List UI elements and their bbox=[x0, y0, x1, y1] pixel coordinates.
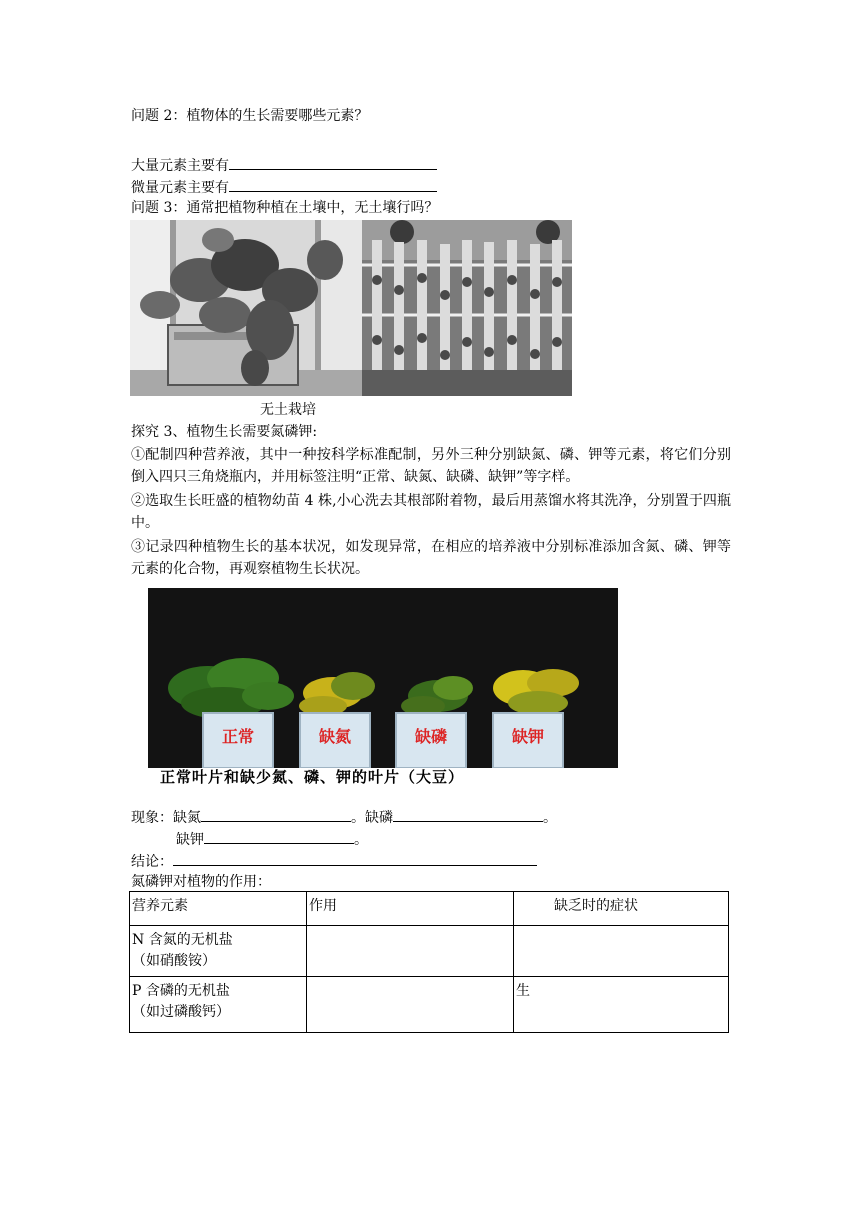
potassium-blank[interactable] bbox=[204, 828, 354, 844]
header-role: 作用 bbox=[307, 892, 514, 926]
phenomenon-line-1 bbox=[131, 806, 557, 828]
question-3: 问题 3：通常把植物种植在土壤中，无土壤行吗？ bbox=[131, 200, 439, 216]
row-p-symptom[interactable]: 生 bbox=[514, 977, 729, 1033]
row-n-symptom[interactable] bbox=[514, 926, 729, 977]
row-n-role[interactable] bbox=[307, 926, 514, 977]
hydroponic-towers-drawing bbox=[362, 220, 572, 396]
macro-elements-label: 大量元素主要有 bbox=[131, 158, 229, 174]
phenomenon-line-2 bbox=[176, 828, 368, 850]
macro-elements-line bbox=[131, 154, 437, 176]
table-row bbox=[130, 926, 729, 977]
row-p-element: P 含磷的无机盐 bbox=[132, 983, 230, 999]
wilting-plant-photo bbox=[130, 220, 362, 396]
jar-label-normal: 正常 bbox=[221, 727, 254, 746]
nutrient-table bbox=[129, 891, 729, 1033]
header-symptom: 缺乏时的症状 bbox=[514, 892, 729, 926]
table-row bbox=[130, 977, 729, 1033]
conclusion-blank[interactable] bbox=[173, 850, 537, 866]
soilless-caption: 无土栽培 bbox=[260, 402, 316, 418]
row-n-element: N 含氮的无机盐 bbox=[132, 932, 233, 948]
jar-label-no-nitrogen: 缺氮 bbox=[318, 727, 351, 746]
step-2: ②选取生长旺盛的植物幼苗 4 株,小心洗去其根部附着物，最后用蒸馏水将其洗净，分别置于四瓶中。 bbox=[131, 493, 731, 531]
phenomenon-p-label: 。缺磷 bbox=[351, 810, 393, 826]
phosphorus-blank[interactable] bbox=[393, 806, 543, 822]
row-n-example: （如硝酸铵） bbox=[132, 953, 216, 969]
micro-elements-blank[interactable] bbox=[229, 176, 437, 192]
macro-elements-blank[interactable] bbox=[229, 154, 437, 170]
row-p-role[interactable] bbox=[307, 977, 514, 1033]
micro-elements-label: 微量元素主要有 bbox=[131, 180, 229, 196]
row-p-element-cell bbox=[130, 977, 307, 1033]
soybean-caption: 正常叶片和缺少氮、磷、钾的叶片（大豆） bbox=[160, 768, 465, 786]
row-n-element-cell bbox=[130, 926, 307, 977]
phenomenon-n-label: 缺氮 bbox=[173, 810, 201, 826]
hydroponic-towers-photo bbox=[362, 220, 572, 396]
wilting-plant-drawing bbox=[130, 220, 362, 396]
table-header-row bbox=[130, 892, 729, 926]
jar-label-no-phosphorus: 缺磷 bbox=[414, 727, 447, 746]
soybean-deficiency-photo bbox=[148, 588, 618, 768]
phenomenon-end: 。 bbox=[543, 810, 557, 826]
table-title: 氮磷钾对植物的作用： bbox=[131, 874, 271, 890]
header-element: 营养元素 bbox=[130, 892, 307, 926]
explore-3-title: 探究 3、植物生长需要氮磷钾: bbox=[131, 424, 318, 440]
row-p-example: （如过磷酸钙） bbox=[132, 1004, 230, 1020]
micro-elements-line bbox=[131, 176, 437, 198]
phenomenon-k-label: 缺钾 bbox=[176, 832, 204, 848]
phenomenon-label: 现象： bbox=[131, 810, 173, 826]
phenomenon-end-2: 。 bbox=[354, 832, 368, 848]
question-2: 问题 2：植物体的生长需要哪些元素？ bbox=[131, 108, 369, 124]
step-3: ③记录四种植物生长的基本状况，如发现异常，在相应的培养液中分别标准添加含氮、磷、钾等元素的化合物，再观察植物生长状况。 bbox=[131, 539, 731, 577]
conclusion-line bbox=[131, 850, 537, 872]
step-1: ①配制四种营养液，其中一种按科学标准配制，另外三种分别缺氮、磷、钾等元素，将它们分别倒入四只三角烧瓶内，并用标签注明“正常、缺氮、缺磷、缺钾”等字样。 bbox=[131, 447, 731, 485]
jar-label-no-potassium: 缺钾 bbox=[511, 727, 544, 746]
conclusion-label: 结论： bbox=[131, 854, 173, 870]
nitrogen-blank[interactable] bbox=[201, 806, 351, 822]
